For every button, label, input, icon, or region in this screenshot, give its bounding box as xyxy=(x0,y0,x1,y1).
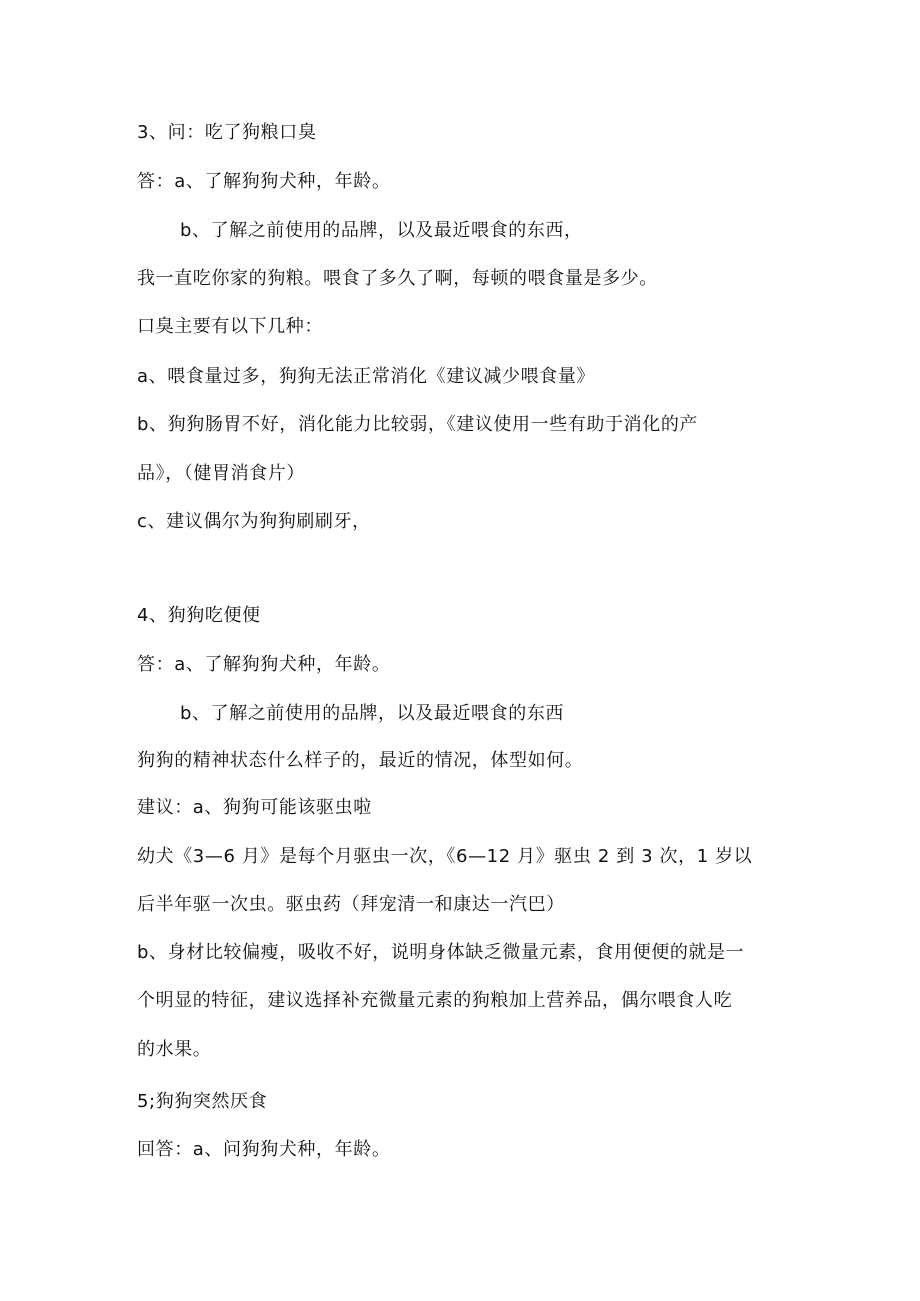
section-3-line-5: a、喂食量过多，狗狗无法正常消化《建议减少喂食量》 xyxy=(137,366,596,387)
section-4-line-6: 后半年驱一次虫。驱虫药（拜宠清一和康达一汽巴） xyxy=(137,894,565,915)
section-4-line-8: 个明显的特征，建议选择补充微量元素的狗粮加上营养品，偶尔喂食人吃 xyxy=(137,990,733,1011)
section-3-line-6: b、狗狗肠胃不好，消化能力比较弱，《建议使用一些有助于消化的产 xyxy=(137,414,699,435)
section-3-line-1: 答：a、了解狗狗犬种，年龄。 xyxy=(137,171,391,192)
section-3-heading: 3、问：吃了狗粮口臭 xyxy=(137,122,317,143)
section-4-line-4: 建议：a、狗狗可能该驱虫啦 xyxy=(137,797,372,818)
section-4-line-1: 答：a、了解狗狗犬种，年龄。 xyxy=(137,654,391,675)
section-4-line-5: 幼犬《3—6 月》是每个月驱虫一次，《6—12 月》驱虫 2 到 3 次，1 岁以 xyxy=(137,846,753,867)
section-5-line-1: 回答：a、问狗狗犬种，年龄。 xyxy=(137,1139,391,1160)
section-3-line-2: b、了解之前使用的品牌，以及最近喂食的东西， xyxy=(180,220,583,241)
section-3-line-8: c、建议偶尔为狗狗刷刷牙， xyxy=(137,511,371,532)
section-3-line-4: 口臭主要有以下几种： xyxy=(137,316,323,337)
section-4-line-2: b、了解之前使用的品牌，以及最近喂食的东西 xyxy=(180,703,565,724)
section-4-line-3: 狗狗的精神状态什么样子的，最近的情况，体型如何。 xyxy=(137,750,584,771)
section-5-heading: 5;狗狗突然厌食 xyxy=(137,1091,268,1112)
section-3-line-7: 品》，（健胃消食片） xyxy=(137,463,305,484)
section-4-line-7: b、身材比较偏瘦，吸收不好，说明身体缺乏微量元素，食用便便的就是一 xyxy=(137,942,745,963)
section-3-line-3: 我一直吃你家的狗粮。喂食了多久了啊，每顿的喂食量是多少。 xyxy=(137,268,658,289)
section-4-heading: 4、狗狗吃便便 xyxy=(137,605,261,626)
section-4-line-9: 的水果。 xyxy=(137,1039,212,1060)
